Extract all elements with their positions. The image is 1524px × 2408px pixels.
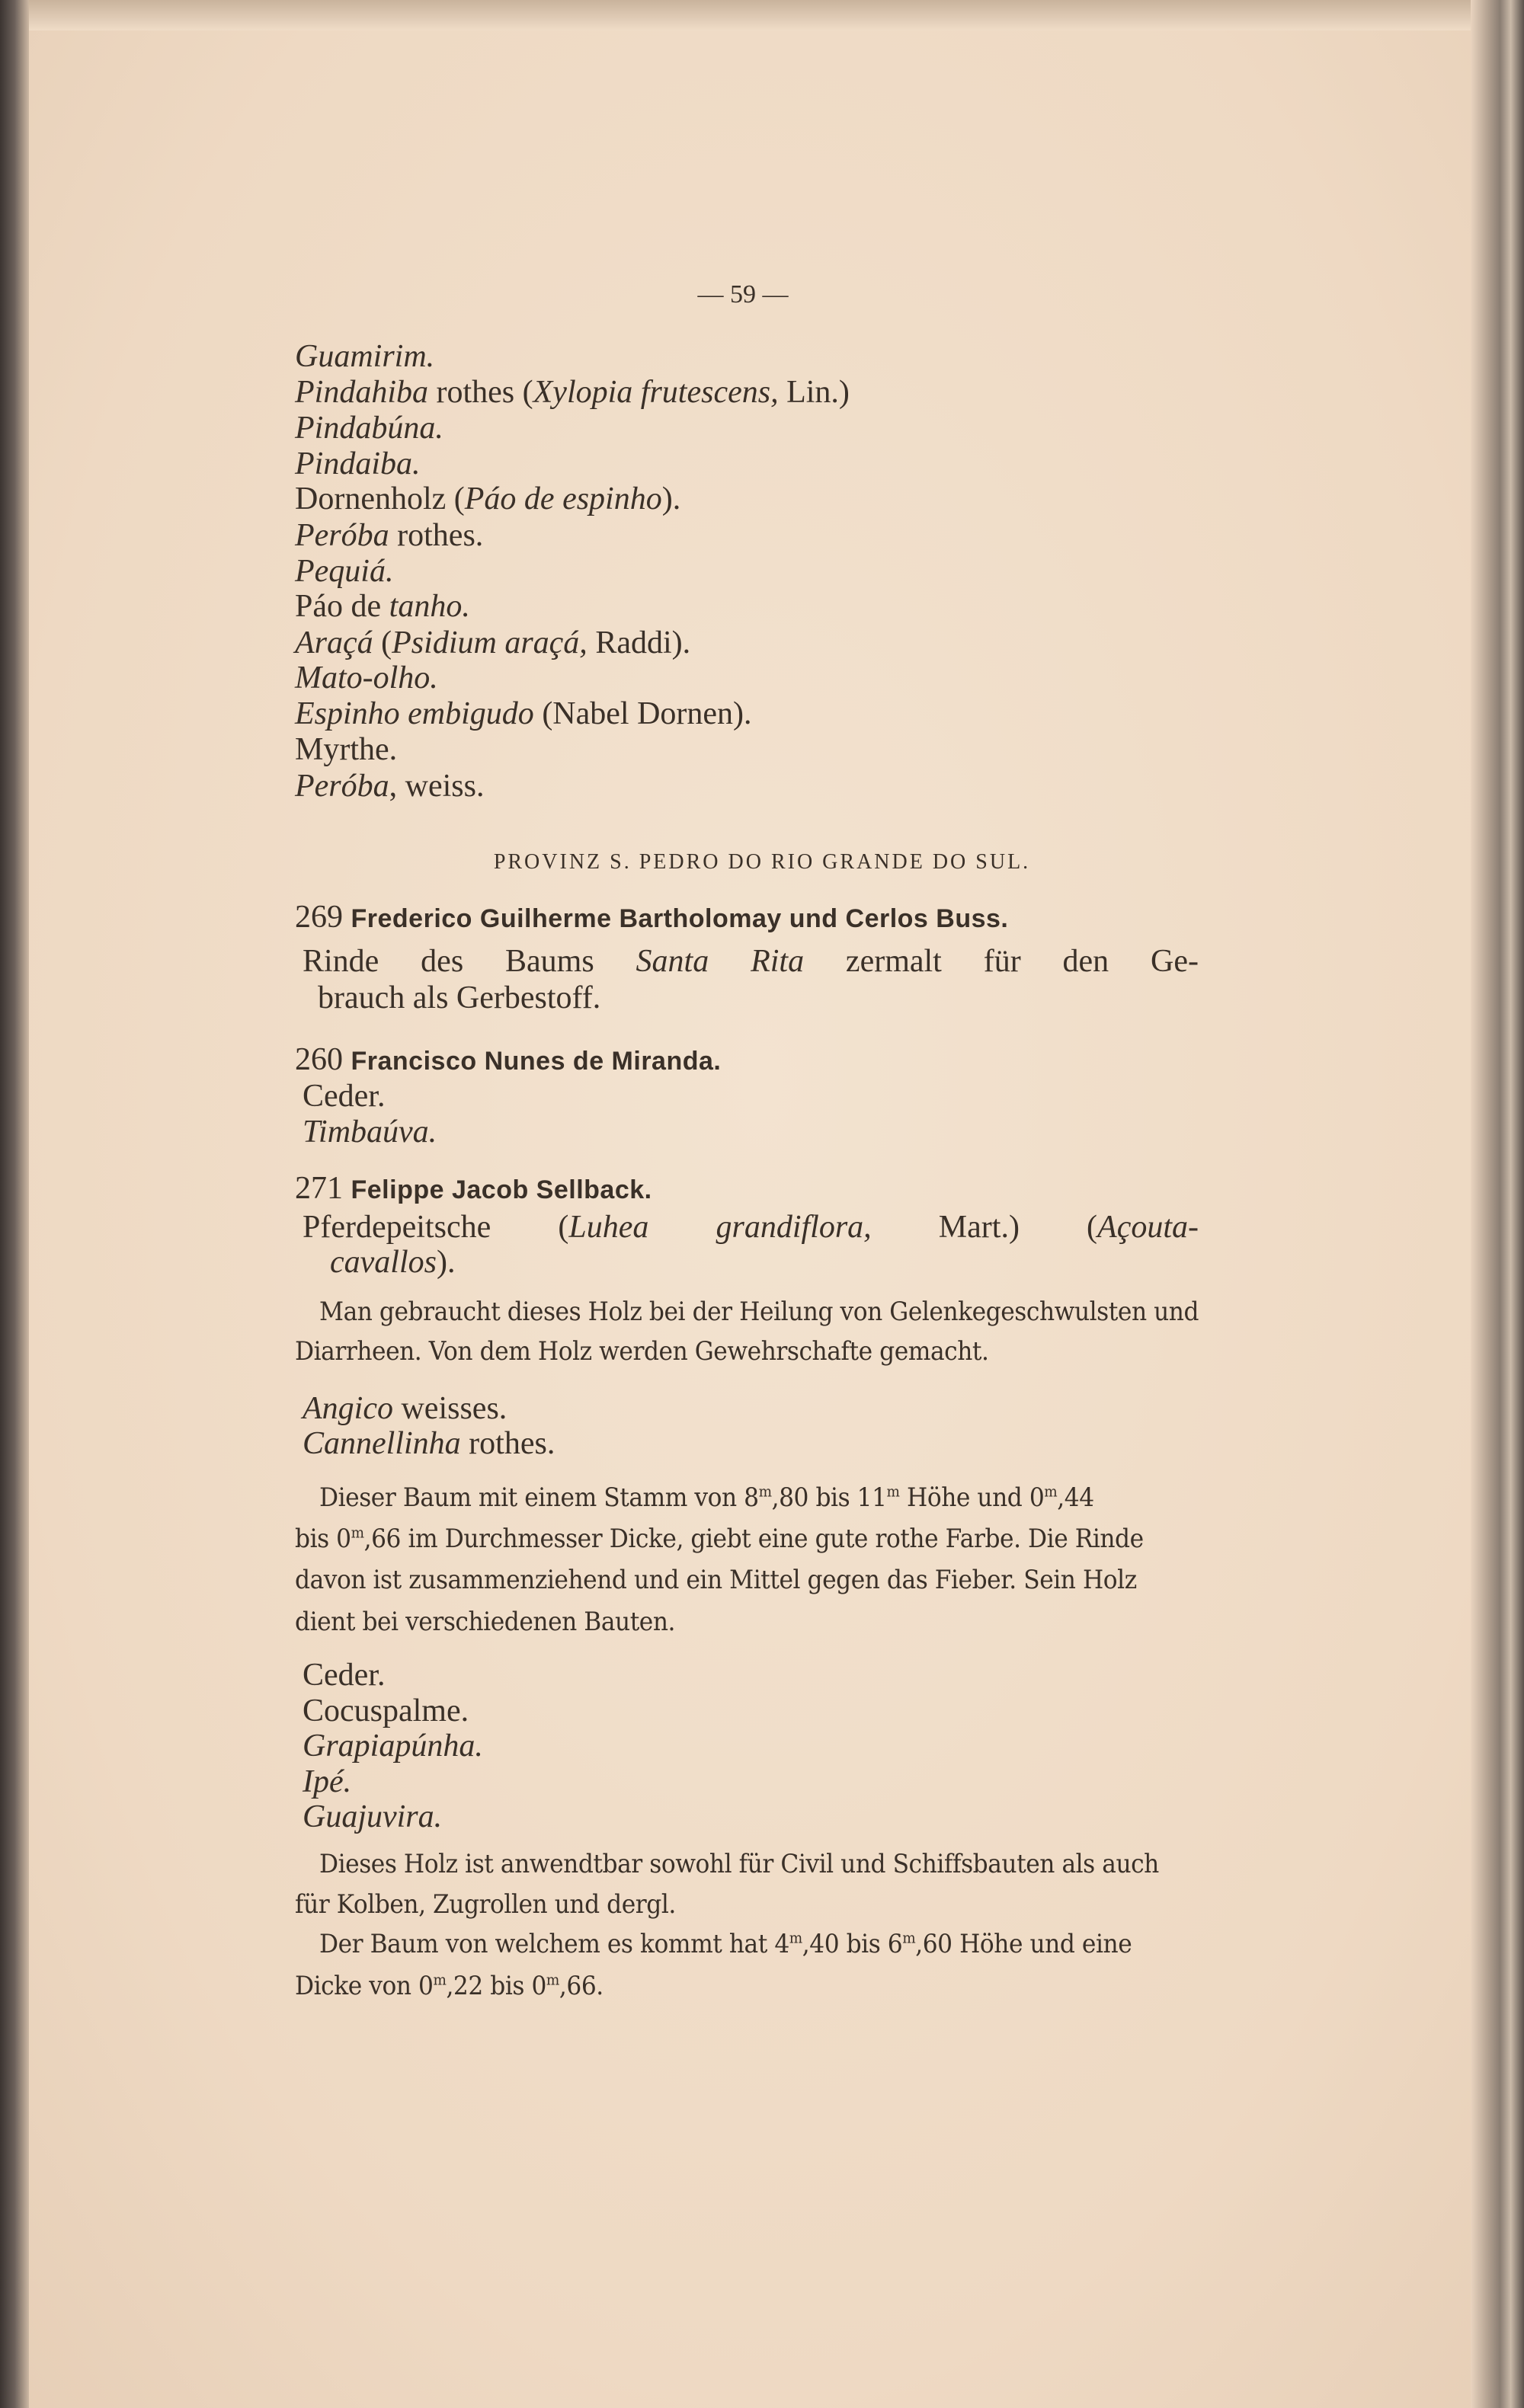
text-line <box>295 588 470 625</box>
text-segment: Ceder. <box>303 1079 386 1114</box>
section-heading: PROVINZ S. PEDRO DO RIO GRANDE DO SUL. <box>493 850 1031 874</box>
text-segment: Lin.) <box>778 375 850 410</box>
text-line <box>295 338 434 375</box>
text-segment: ,22 bis 0 <box>446 1971 546 2001</box>
text-segment: Ceder. <box>303 1658 386 1693</box>
text-segment: davon ist zusammenziehend und ein Mittel gegen das Fieber. Sein Holz <box>295 1565 1137 1595</box>
unit-superscript: m <box>1044 1482 1058 1501</box>
exhibitor-name: Francisco Nunes de Miranda. <box>351 1047 722 1076</box>
text-segment: Espinho embigudo <box>295 696 534 731</box>
text-line <box>295 374 850 411</box>
text-line <box>295 1968 1199 2004</box>
text-segment: Peróba <box>295 769 389 804</box>
text-segment: ,44 <box>1057 1482 1094 1513</box>
text-segment: tanho. <box>389 589 470 624</box>
text-segment: Dornenholz ( <box>295 481 465 516</box>
text-segment: Dieser Baum mit einem Stamm von 8 <box>319 1482 759 1513</box>
text-line <box>319 1846 1224 1882</box>
text-segment: Diarrheen. Von dem Holz werden Gewehrschafte gemacht. <box>295 1336 989 1367</box>
text-segment: Santa Rita <box>636 944 805 979</box>
page-top-edge <box>29 0 1471 30</box>
text-line <box>303 1425 555 1462</box>
text-line <box>330 1244 455 1281</box>
text-segment: rothes ( <box>428 375 533 410</box>
text-line <box>303 943 1199 980</box>
text-line <box>318 980 600 1016</box>
text-line <box>295 410 443 446</box>
text-line <box>295 1041 721 1079</box>
text-line <box>303 1209 1199 1246</box>
unit-superscript: m <box>433 1970 447 1989</box>
exhibitor-name: Frederico Guilherme Bartholomay und Cerlos Buss. <box>351 904 1009 933</box>
text-segment: für Kolben, Zugrollen und dergl. <box>295 1889 676 1920</box>
text-segment: Pindahiba <box>295 375 428 410</box>
unit-superscript: m <box>351 1523 364 1542</box>
text-line <box>303 1390 507 1427</box>
text-line <box>295 1333 1199 1370</box>
text-segment: Guamirim. <box>295 339 435 374</box>
text-line <box>295 696 752 732</box>
text-segment: bis 0 <box>295 1524 351 1554</box>
text-segment: rothes. <box>460 1426 555 1461</box>
text-segment: Araçá <box>295 625 373 660</box>
text-line <box>295 446 421 482</box>
page-stack-edge <box>1471 0 1524 2408</box>
text-line <box>295 625 690 661</box>
text-segment: 260 <box>295 1042 351 1077</box>
text-segment: zermalt für den Ge- <box>804 944 1199 979</box>
text-line <box>319 1479 1224 1516</box>
text-segment: ,80 bis 11 <box>771 1482 887 1513</box>
text-line <box>295 899 1008 937</box>
text-line <box>319 1294 1224 1330</box>
text-segment: ). <box>661 481 681 516</box>
text-segment: Timbaúva. <box>303 1114 437 1150</box>
text-segment: Pequiá. <box>295 554 394 589</box>
text-line <box>295 1886 1199 1923</box>
text-segment: Cannellinha <box>303 1426 461 1461</box>
text-segment: 269 <box>295 900 351 935</box>
text-segment: Raddi). <box>587 625 691 660</box>
text-line <box>303 1078 385 1114</box>
text-segment: Grapiapúnha. <box>303 1728 483 1764</box>
unit-superscript: m <box>758 1482 772 1501</box>
text-segment: Páo de espinho <box>464 481 662 516</box>
text-segment: Cocuspalme. <box>303 1693 469 1728</box>
text-segment: Dieses Holz ist anwendtbar sowohl für Civil und Schiffsbauten als auch <box>319 1849 1159 1879</box>
text-segment: Mato-olho. <box>295 660 438 696</box>
unit-superscript: m <box>886 1482 900 1501</box>
text-segment: ,66 im Durchmesser Dicke, giebt eine gute rothe Farbe. Die Rinde <box>363 1524 1144 1554</box>
text-segment: Dicke von 0 <box>295 1971 434 2001</box>
text-line <box>295 1521 1199 1557</box>
text-segment: ). <box>436 1245 456 1280</box>
text-segment: Ipé. <box>303 1764 352 1799</box>
text-segment: cavallos <box>330 1245 437 1280</box>
unit-superscript: m <box>546 1970 559 1989</box>
text-segment: Pferdepeitsche ( <box>303 1210 569 1245</box>
text-line <box>295 553 393 590</box>
text-segment: Psidium araçá, <box>392 625 588 660</box>
text-line <box>303 1728 483 1764</box>
text-segment: ,66. <box>559 1971 604 2001</box>
text-segment: weisses. <box>392 1391 507 1426</box>
text-segment: Luhea grandiflora, <box>568 1210 872 1245</box>
text-line <box>295 731 397 768</box>
text-line <box>303 1764 351 1800</box>
page-number: — 59 — <box>697 280 789 309</box>
text-segment: ( <box>373 625 392 660</box>
text-segment: Xylopia frutescens, <box>533 375 779 410</box>
text-segment: brauch als Gerbestoff. <box>318 980 601 1015</box>
text-line <box>295 1562 1199 1598</box>
exhibitor-name: Felippe Jacob Sellback. <box>351 1175 652 1204</box>
text-segment: Pindabúna. <box>295 411 443 446</box>
text-line <box>303 1693 469 1729</box>
text-segment: Man gebraucht dieses Holz bei der Heilung von Gelenkegeschwulsten und <box>319 1297 1199 1327</box>
text-segment: rothes. <box>389 518 484 553</box>
text-line <box>319 1926 1224 1962</box>
text-line <box>295 481 680 517</box>
unit-superscript: m <box>902 1928 916 1947</box>
unit-superscript: m <box>789 1928 802 1947</box>
book-spine-shadow <box>0 0 29 2408</box>
text-segment: ,60 Höhe und eine <box>915 1929 1132 1959</box>
text-segment: Açouta- <box>1097 1210 1199 1245</box>
text-segment: Pindaiba. <box>295 446 421 481</box>
text-segment: dient bei verschiedenen Bauten. <box>295 1607 676 1637</box>
text-line <box>303 1114 437 1150</box>
text-segment: Angico <box>303 1391 393 1426</box>
text-segment: Mart.) ( <box>871 1210 1098 1245</box>
text-segment: , weiss. <box>389 769 485 804</box>
text-line <box>303 1657 385 1693</box>
text-segment: ,40 bis 6 <box>802 1929 903 1959</box>
text-segment: Myrthe. <box>295 732 398 767</box>
text-segment: Höhe und 0 <box>899 1482 1045 1513</box>
text-segment: Páo de <box>295 589 389 624</box>
text-segment: Guajuvira. <box>303 1799 443 1834</box>
text-line <box>303 1799 442 1835</box>
text-segment: (Nabel Dornen). <box>533 696 752 731</box>
text-segment: Rinde des Baums <box>303 944 636 979</box>
text-line <box>295 1604 1199 1640</box>
text-segment: Der Baum von welchem es kommt hat 4 <box>319 1929 789 1959</box>
text-line <box>295 768 485 804</box>
text-segment: Peróba <box>295 518 389 553</box>
text-line <box>295 1170 652 1208</box>
text-line <box>295 517 483 554</box>
text-segment: 271 <box>295 1171 351 1206</box>
text-line <box>295 660 438 696</box>
